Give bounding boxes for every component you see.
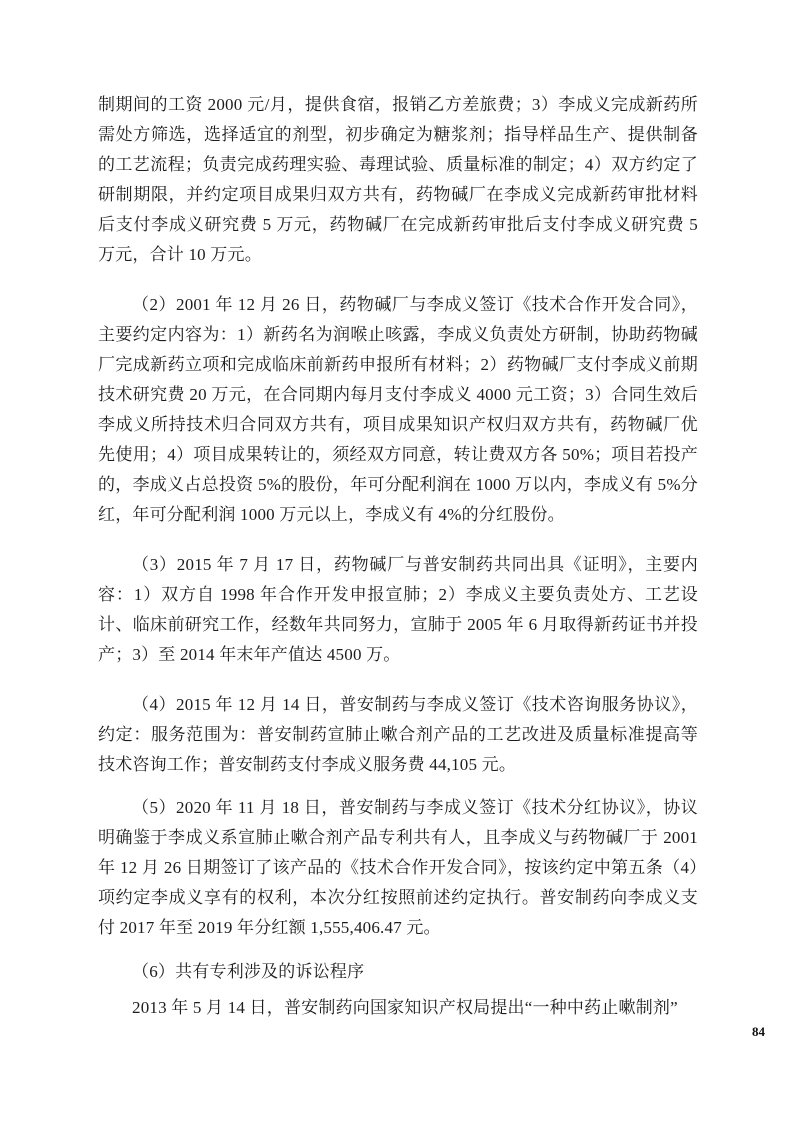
paragraph-item-5: （5）2020 年 11 月 18 日，普安制药与李成义签订《技术分红协议》，协议明确鉴于李成义系宣肺止嗽合剂产品专利共有人，且李成义与药物碱厂于 2001 年 12 月 26 日期签订了该产品的《技术合作开发合同》，按该约定中第五条（4）项约定李成义享有的权利，本次分红按照前述约定执行。普安制药向李成义支付 2017 年至 2019 年分红额 1,555,406.47 元。 xyxy=(98,798,698,937)
paragraph-continuation: 制期间的工资 2000 元/月，提供食宿，报销乙方差旅费；3）李成义完成新药所需处方筛选，选择适宜的剂型，初步确定为糖浆剂；指导样品生产、提供制备的工艺流程；负责完成药理实验、毒理试验、质量标准的制定；4）双方约定了研制期限，并约定项目成果归双方共有，药物碱厂在李成义完成新药审批材料后支付李成义研究费 5 万元，药物碱厂在完成新药审批后支付李成义研究费 5 万元，合计 10 万元。 xyxy=(98,95,698,264)
paragraph-item-3: （3）2015 年 7 月 17 日，药物碱厂与普安制药共同出具《证明》，主要内容：1）双方自 1998 年合作开发申报宣肺；2）李成义主要负责处方、工艺设计、临床前研究工作，经数年共同努力，宣肺于 2005 年 6 月取得新药证书并投产；3）至 2014 年末年产值达 4500 万。 xyxy=(98,555,698,664)
paragraph-item-2: （2）2001 年 12 月 26 日，药物碱厂与李成义签订《技术合作开发合同》，主要约定内容为：1）新药名为润喉止咳露，李成义负责处方研制，协助药物碱厂完成新药立项和完成临床前新药申报所有材料；2）药物碱厂支付李成义前期技术研究费 20 万元，在合同期内每月支付李成义 4000 元工资；3）合同生效后李成义所持技术归合同双方共有，项目成果知识产权归双方共有，药物碱厂优先使用；4）项目成果转让的，须经双方同意，转让费双方各 50%；项目若投产的，李成义占总投资 5%的股份，年可分配利润在 1000 万以内，李成义有 5%分红，年可分配利润 1000 万元以上，李成义有 4%的分红股份。 xyxy=(98,295,698,524)
paragraph-item-6-heading: （6）共有专利涉及的诉讼程序 xyxy=(132,962,365,981)
paragraph-lawsuit-intro: 2013 年 5 月 14 日，普安制药向国家知识产权局提出“一种中药止嗽制剂” xyxy=(132,998,678,1017)
document-body xyxy=(98,90,698,1023)
page-number: 84 xyxy=(752,1024,765,1039)
paragraph-item-4: （4）2015 年 12 月 14 日，普安制药与李成义签订《技术咨询服务协议》，约定：服务范围为：普安制药宣肺止嗽合剂产品的工艺改进及质量标准提高等技术咨询工作；普安制药支付李成义服务费 44,105 元。 xyxy=(98,695,698,774)
